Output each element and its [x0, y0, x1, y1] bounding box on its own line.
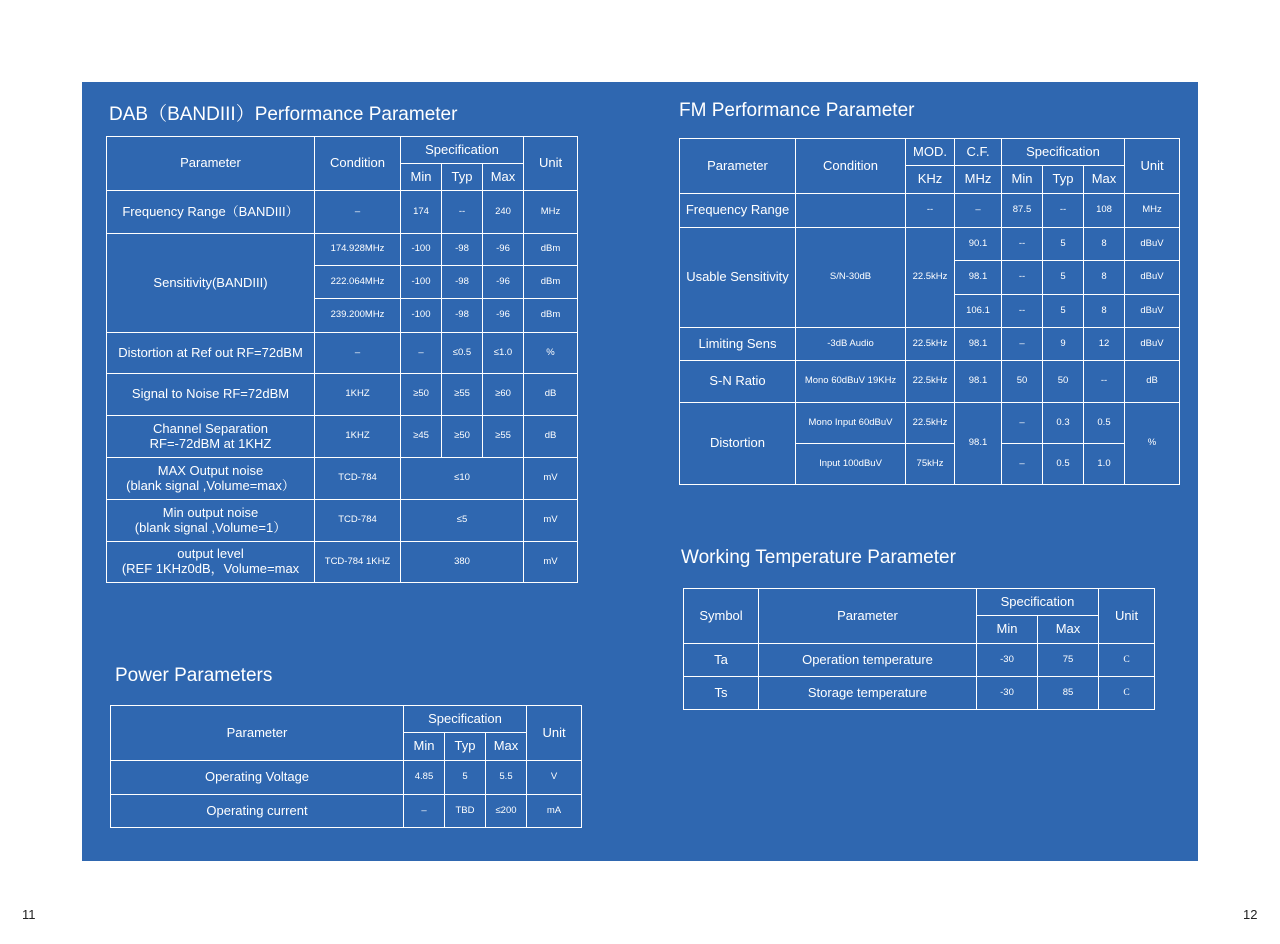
- param-cell: Frequency Range（BANDIII）: [107, 191, 315, 234]
- param-cell: Operating Voltage: [111, 761, 404, 795]
- typ-cell: 0.3: [1043, 403, 1084, 444]
- table-row: [111, 761, 582, 795]
- temp-title: Working Temperature Parameter: [681, 547, 956, 568]
- min-cell: -100: [401, 234, 442, 266]
- max-cell: 8: [1084, 295, 1125, 328]
- min-cell: 50: [1002, 361, 1043, 403]
- table-row: [684, 644, 1155, 677]
- param-cell: Signal to Noise RF=72dBM: [107, 374, 315, 416]
- typ-cell: 0.5: [1043, 444, 1084, 485]
- condition-cell: TCD-784: [315, 500, 401, 542]
- header-parameter: Parameter: [759, 589, 977, 644]
- condition-cell: 222.064MHz: [315, 266, 401, 299]
- table-row: [107, 542, 578, 583]
- header-specification: Specification: [1002, 139, 1125, 166]
- table-row: [680, 228, 1180, 261]
- table-row: [107, 458, 578, 500]
- min-cell: -100: [401, 299, 442, 333]
- min-cell: –: [404, 795, 445, 828]
- header-condition: Condition: [796, 139, 906, 194]
- condition-cell: Mono 60dBuV 19KHz: [796, 361, 906, 403]
- typ-cell: ≥50: [442, 416, 483, 458]
- max-cell: 8: [1084, 228, 1125, 261]
- param-cell: S-N Ratio: [680, 361, 796, 403]
- min-cell: –: [401, 333, 442, 374]
- table-row: [107, 333, 578, 374]
- header-max: Max: [1084, 166, 1125, 194]
- unit-cell: dB: [524, 374, 578, 416]
- typ-cell: --: [1043, 194, 1084, 228]
- typ-cell: 5: [445, 761, 486, 795]
- param-line-2: (REF 1KHz0dB，Volume=max: [121, 561, 300, 576]
- cf-cell: 98.1: [955, 403, 1002, 485]
- mod-cell: 22.5kHz: [906, 361, 955, 403]
- unit-cell: mV: [524, 458, 578, 500]
- min-cell: ≥45: [401, 416, 442, 458]
- table-row: [684, 677, 1155, 710]
- unit-cell: mV: [524, 500, 578, 542]
- header-typ: Typ: [445, 733, 486, 761]
- typ-cell: 50: [1043, 361, 1084, 403]
- typ-cell: --: [442, 191, 483, 234]
- max-cell: ≤1.0: [483, 333, 524, 374]
- min-cell: –: [1002, 328, 1043, 361]
- param-line-2: (blank signal ,Volume=max）: [126, 477, 295, 493]
- header-condition: Condition: [315, 137, 401, 191]
- max-cell: -96: [483, 234, 524, 266]
- typ-cell: 5: [1043, 228, 1084, 261]
- table-row: [107, 191, 578, 234]
- mod-cell: --: [906, 194, 955, 228]
- power-table: [110, 705, 582, 828]
- header-unit: Unit: [524, 137, 578, 191]
- condition-cell: 174.928MHz: [315, 234, 401, 266]
- param-line-2: RF=-72dBM at 1KHZ: [149, 435, 272, 451]
- page-number-right: 12: [1243, 907, 1258, 922]
- cf-cell: –: [955, 194, 1002, 228]
- cf-cell: 106.1: [955, 295, 1002, 328]
- condition-cell: Input 100dBuV: [796, 444, 906, 485]
- max-cell: 12: [1084, 328, 1125, 361]
- header-specification: Specification: [977, 589, 1099, 616]
- min-cell: 4.85: [404, 761, 445, 795]
- typ-cell: ≥55: [442, 374, 483, 416]
- condition-cell: 1KHZ: [315, 374, 401, 416]
- header-min: Min: [1002, 166, 1043, 194]
- typ-cell: -98: [442, 266, 483, 299]
- typ-cell: -98: [442, 299, 483, 333]
- mod-cell: 22.5kHz: [906, 403, 955, 444]
- min-cell: 87.5: [1002, 194, 1043, 228]
- param-line-1: Min output noise: [162, 504, 259, 520]
- condition-cell: –: [315, 333, 401, 374]
- header-typ: Typ: [1043, 166, 1084, 194]
- header-specification: Specification: [401, 137, 524, 164]
- fm-table: [679, 138, 1180, 485]
- mod-cell: 22.5kHz: [906, 228, 955, 328]
- dab-title: DAB（BANDIII）Performance Parameter: [109, 104, 458, 125]
- max-cell: --: [1084, 361, 1125, 403]
- dab-table: [106, 136, 578, 583]
- header-unit: Unit: [527, 706, 582, 761]
- min-cell: -100: [401, 266, 442, 299]
- param-cell: Frequency Range: [680, 194, 796, 228]
- unit-cell: dBuV: [1125, 228, 1180, 261]
- power-title: Power Parameters: [115, 665, 273, 686]
- typ-cell: TBD: [445, 795, 486, 828]
- param-cell: Operating current: [111, 795, 404, 828]
- param-cell: Sensitivity(BANDIII): [107, 234, 315, 333]
- condition-cell: TCD-784: [315, 458, 401, 500]
- param-cell: Storage temperature: [759, 677, 977, 710]
- unit-cell: dBm: [524, 266, 578, 299]
- unit-cell: dBm: [524, 299, 578, 333]
- header-unit: Unit: [1099, 589, 1155, 644]
- min-cell: -30: [977, 644, 1038, 677]
- table-row: [680, 194, 1180, 228]
- min-cell: -30: [977, 677, 1038, 710]
- condition-cell: TCD-784 1KHZ: [315, 542, 401, 583]
- cf-cell: 90.1: [955, 228, 1002, 261]
- header-parameter: Parameter: [107, 137, 315, 191]
- header-min: Min: [401, 164, 442, 191]
- table-row: [680, 328, 1180, 361]
- header-min: Min: [404, 733, 445, 761]
- param-cell: [107, 458, 315, 500]
- header-cf: C.F.: [955, 139, 1002, 166]
- max-cell: ≥60: [483, 374, 524, 416]
- unit-cell: C: [1099, 644, 1155, 677]
- param-cell: Distortion: [680, 403, 796, 485]
- max-cell: 85: [1038, 677, 1099, 710]
- param-cell: [107, 542, 315, 583]
- header-parameter: Parameter: [680, 139, 796, 194]
- spec-cell: 380: [401, 542, 524, 583]
- cf-cell: 98.1: [955, 261, 1002, 295]
- max-cell: -96: [483, 266, 524, 299]
- spec-cell: ≤5: [401, 500, 524, 542]
- unit-cell: V: [527, 761, 582, 795]
- header-mod: MOD.: [906, 139, 955, 166]
- header-specification: Specification: [404, 706, 527, 733]
- unit-cell: %: [524, 333, 578, 374]
- header-mhz: MHz: [955, 166, 1002, 194]
- table-row: [680, 403, 1180, 444]
- header-unit: Unit: [1125, 139, 1180, 194]
- min-cell: ≥50: [401, 374, 442, 416]
- max-cell: 0.5: [1084, 403, 1125, 444]
- temp-table: [683, 588, 1155, 710]
- header-min: Min: [977, 616, 1038, 644]
- unit-cell: dB: [524, 416, 578, 458]
- max-cell: 1.0: [1084, 444, 1125, 485]
- header-typ: Typ: [442, 164, 483, 191]
- min-cell: --: [1002, 228, 1043, 261]
- min-cell: --: [1002, 295, 1043, 328]
- typ-cell: 5: [1043, 261, 1084, 295]
- condition-cell: [796, 194, 906, 228]
- param-line-1: MAX Output noise: [157, 462, 264, 478]
- param-line-1: output level: [177, 546, 244, 562]
- header-khz: KHz: [906, 166, 955, 194]
- unit-cell: %: [1125, 403, 1180, 485]
- unit-cell: mV: [524, 542, 578, 583]
- mod-cell: 22.5kHz: [906, 328, 955, 361]
- unit-cell: dBm: [524, 234, 578, 266]
- unit-cell: MHz: [1125, 194, 1180, 228]
- cf-cell: 98.1: [955, 328, 1002, 361]
- header-max: Max: [1038, 616, 1099, 644]
- table-row: [111, 795, 582, 828]
- param-cell: Distortion at Ref out RF=72dBM: [107, 333, 315, 374]
- cf-cell: 98.1: [955, 361, 1002, 403]
- condition-cell: 239.200MHz: [315, 299, 401, 333]
- max-cell: 240: [483, 191, 524, 234]
- typ-cell: 9: [1043, 328, 1084, 361]
- max-cell: 108: [1084, 194, 1125, 228]
- param-line-2: (blank signal ,Volume=1）: [134, 519, 287, 535]
- unit-cell: dBuV: [1125, 295, 1180, 328]
- table-row: [107, 374, 578, 416]
- unit-cell: dBuV: [1125, 261, 1180, 295]
- spec-cell: ≤10: [401, 458, 524, 500]
- table-row: [107, 416, 578, 458]
- condition-cell: -3dB Audio: [796, 328, 906, 361]
- table-row: [680, 361, 1180, 403]
- fm-title: FM Performance Parameter: [679, 100, 915, 121]
- page-number-left: 11: [22, 907, 36, 922]
- condition-cell: –: [315, 191, 401, 234]
- min-cell: –: [1002, 444, 1043, 485]
- unit-cell: C: [1099, 677, 1155, 710]
- header-max: Max: [486, 733, 527, 761]
- table-row: [107, 500, 578, 542]
- condition-cell: Mono Input 60dBuV: [796, 403, 906, 444]
- unit-cell: dB: [1125, 361, 1180, 403]
- symbol-cell: Ta: [684, 644, 759, 677]
- unit-cell: MHz: [524, 191, 578, 234]
- header-symbol: Symbol: [684, 589, 759, 644]
- table-row: [107, 234, 578, 266]
- max-cell: 75: [1038, 644, 1099, 677]
- header-parameter: Parameter: [111, 706, 404, 761]
- mod-cell: 75kHz: [906, 444, 955, 485]
- unit-cell: dBuV: [1125, 328, 1180, 361]
- typ-cell: 5: [1043, 295, 1084, 328]
- symbol-cell: Ts: [684, 677, 759, 710]
- param-cell: Operation temperature: [759, 644, 977, 677]
- param-cell: Limiting Sens: [680, 328, 796, 361]
- min-cell: –: [1002, 403, 1043, 444]
- unit-cell: mA: [527, 795, 582, 828]
- max-cell: 8: [1084, 261, 1125, 295]
- param-line-1: Channel Separation: [153, 420, 268, 436]
- param-cell: [107, 416, 315, 458]
- param-cell: Usable Sensitivity: [680, 228, 796, 328]
- min-cell: 174: [401, 191, 442, 234]
- typ-cell: ≤0.5: [442, 333, 483, 374]
- min-cell: --: [1002, 261, 1043, 295]
- condition-cell: 1KHZ: [315, 416, 401, 458]
- max-cell: -96: [483, 299, 524, 333]
- condition-cell: S/N-30dB: [796, 228, 906, 328]
- param-cell: [107, 500, 315, 542]
- header-max: Max: [483, 164, 524, 191]
- typ-cell: -98: [442, 234, 483, 266]
- max-cell: ≥55: [483, 416, 524, 458]
- max-cell: ≤200: [486, 795, 527, 828]
- max-cell: 5.5: [486, 761, 527, 795]
